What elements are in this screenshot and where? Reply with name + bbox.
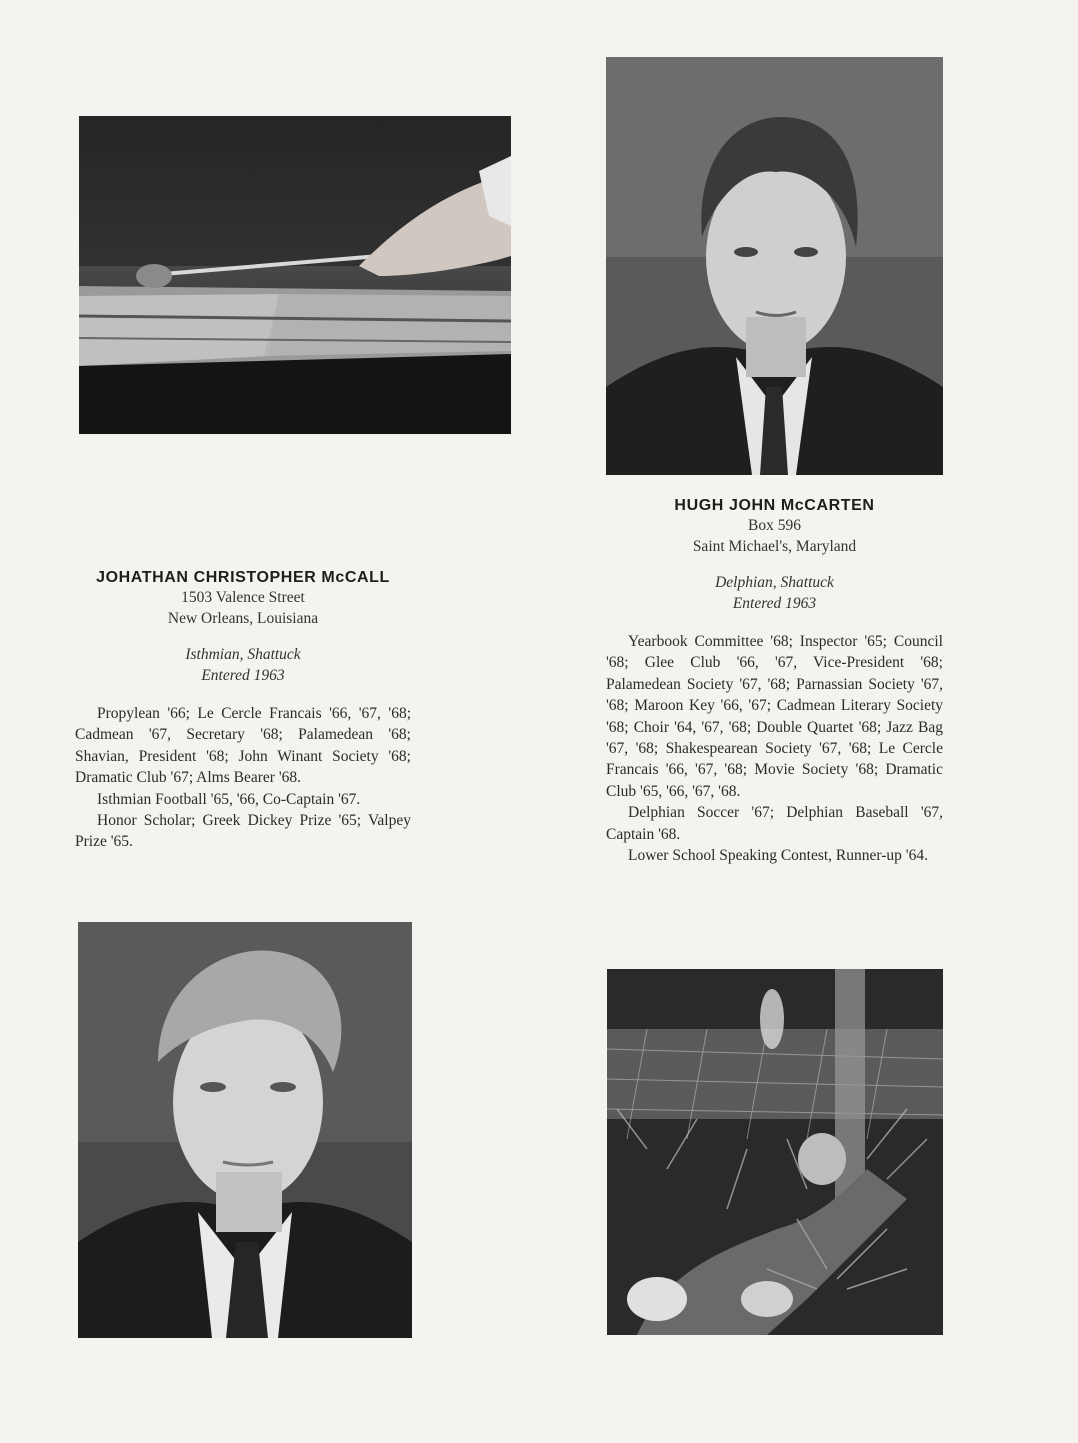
address-city: Saint Michael's, Maryland [692, 538, 857, 555]
vibraphone-photo [79, 116, 511, 434]
activities-honors: Lower School Speaking Contest, Runner-up '64. [628, 847, 928, 865]
entered-year: Entered 1963 [732, 595, 817, 612]
activities-clubs: Propylean '66; Le Cercle Francais '66, '67, '68; Cadmean '67, Secretary '68; Palamedean '68; Shavian, President '68; John Winant Society '68; Dramatic Club '67; Alms Bearer '68. [75, 705, 411, 787]
activities-clubs: Yearbook Committee '68; Inspector '65; Council '68; Glee Club '66, '67, Vice-President '68; Palamedean Society '67, '68; Parnassian Society '67, '68; Maroon Key '66, '67; Cadmean Literary Society '68; Choir '64, '67, '68; Double Quartet '68; Jazz Bag '67, '68; Shakespearean Society '67, '68; Le Cercle Francais '66, '67, '68; Movie Society '68; Dramatic Club '65, '66, '67, '68. [606, 633, 943, 800]
entered-year: Entered 1963 [201, 667, 285, 684]
address-street: 1503 Valence Street [181, 589, 305, 606]
outdoor-scene-photo [607, 969, 943, 1335]
houses: Isthmian, Shattuck [185, 646, 301, 663]
activities-sports: Delphian Soccer '67; Delphian Baseball '67, Captain '68. [606, 804, 943, 843]
student-name: HUGH JOHN McCARTEN [674, 497, 875, 514]
mccarten-entry [606, 497, 943, 866]
address-city: New Orleans, Louisiana [167, 610, 319, 627]
activities-honors: Honor Scholar; Greek Dickey Prize '65; Valpey Prize '65. [75, 812, 411, 851]
houses: Delphian, Shattuck [715, 574, 834, 591]
student-name: JOHATHAN CHRISTOPHER McCALL [96, 569, 390, 586]
activities-sports: Isthmian Football '65, '66, Co-Captain '67. [97, 790, 361, 808]
mccall-entry [75, 569, 411, 853]
mccall-portrait-photo [78, 922, 412, 1338]
mccarten-portrait-photo [606, 57, 943, 475]
address-street: Box 596 [748, 517, 801, 534]
activities [606, 631, 943, 866]
activities [75, 703, 411, 853]
